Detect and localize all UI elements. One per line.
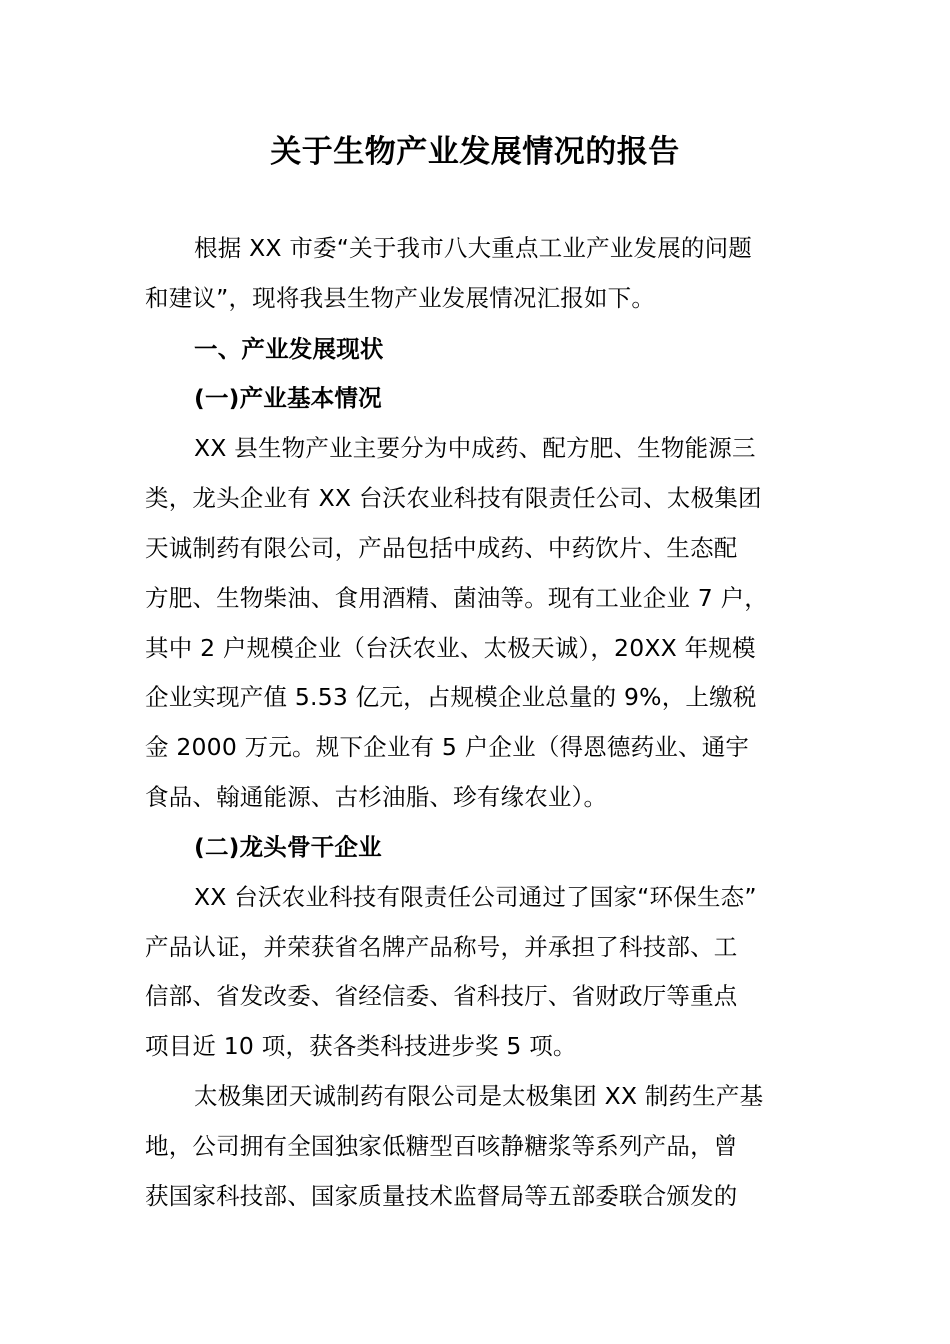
paragraph-line: 获国家科技部、国家质量技术监督局等五部委联合颁发的 [145,1182,738,1210]
paragraph-line: XX 县生物产业主要分为中成药、配方肥、生物能源三 [194,434,756,462]
paragraph-line: 天诚制药有限公司，产品包括中成药、中药饮片、生态配 [145,534,738,562]
subsection-heading: (二)龙头骨干企业 [194,833,382,861]
subsection-heading: (一)产业基本情况 [194,384,382,412]
paragraph-line: 企业实现产值 5.53 亿元，占规模企业总量的 9%，上缴税 [145,683,757,711]
paragraph-line: 方肥、生物柴油、食用酒精、菌油等。现有工业企业 7 户， [145,584,768,612]
paragraph-line: 食品、翰通能源、古杉油脂、珍有缘农业）。 [145,783,608,811]
paragraph-line: 金 2000 万元。规下企业有 5 户企业（得恩德药业、通宇 [145,733,750,761]
paragraph-line: XX 台沃农业科技有限责任公司通过了国家“环保生态” [194,883,757,911]
paragraph-line: 其中 2 户规模企业（台沃农业、太极天诚），20XX 年规模 [145,634,756,662]
paragraph-line: 地，公司拥有全国独家低糖型百咳静糖浆等系列产品，曾 [145,1132,738,1160]
paragraph-line: 类，龙头企业有 XX 台沃农业科技有限责任公司、太极集团 [145,484,762,512]
paragraph-line: 信部、省发改委、省经信委、省科技厅、省财政厅等重点 [145,982,738,1010]
paragraph-line: 产品认证，并荣获省名牌产品称号，并承担了科技部、工 [145,933,738,961]
paragraph-line: 和建议”，现将我县生物产业发展情况汇报如下。 [145,284,656,312]
section-heading: 一、产业发展现状 [194,335,384,363]
paragraph-line: 根据 XX 市委“关于我市八大重点工业产业发展的问题 [194,234,753,262]
paragraph-line: 太极集团天诚制药有限公司是太极集团 XX 制药生产基 [194,1082,764,1110]
paragraph-line: 项目近 10 项，获各类科技进步奖 5 项。 [145,1032,577,1060]
document-title: 关于生物产业发展情况的报告 [270,134,680,170]
